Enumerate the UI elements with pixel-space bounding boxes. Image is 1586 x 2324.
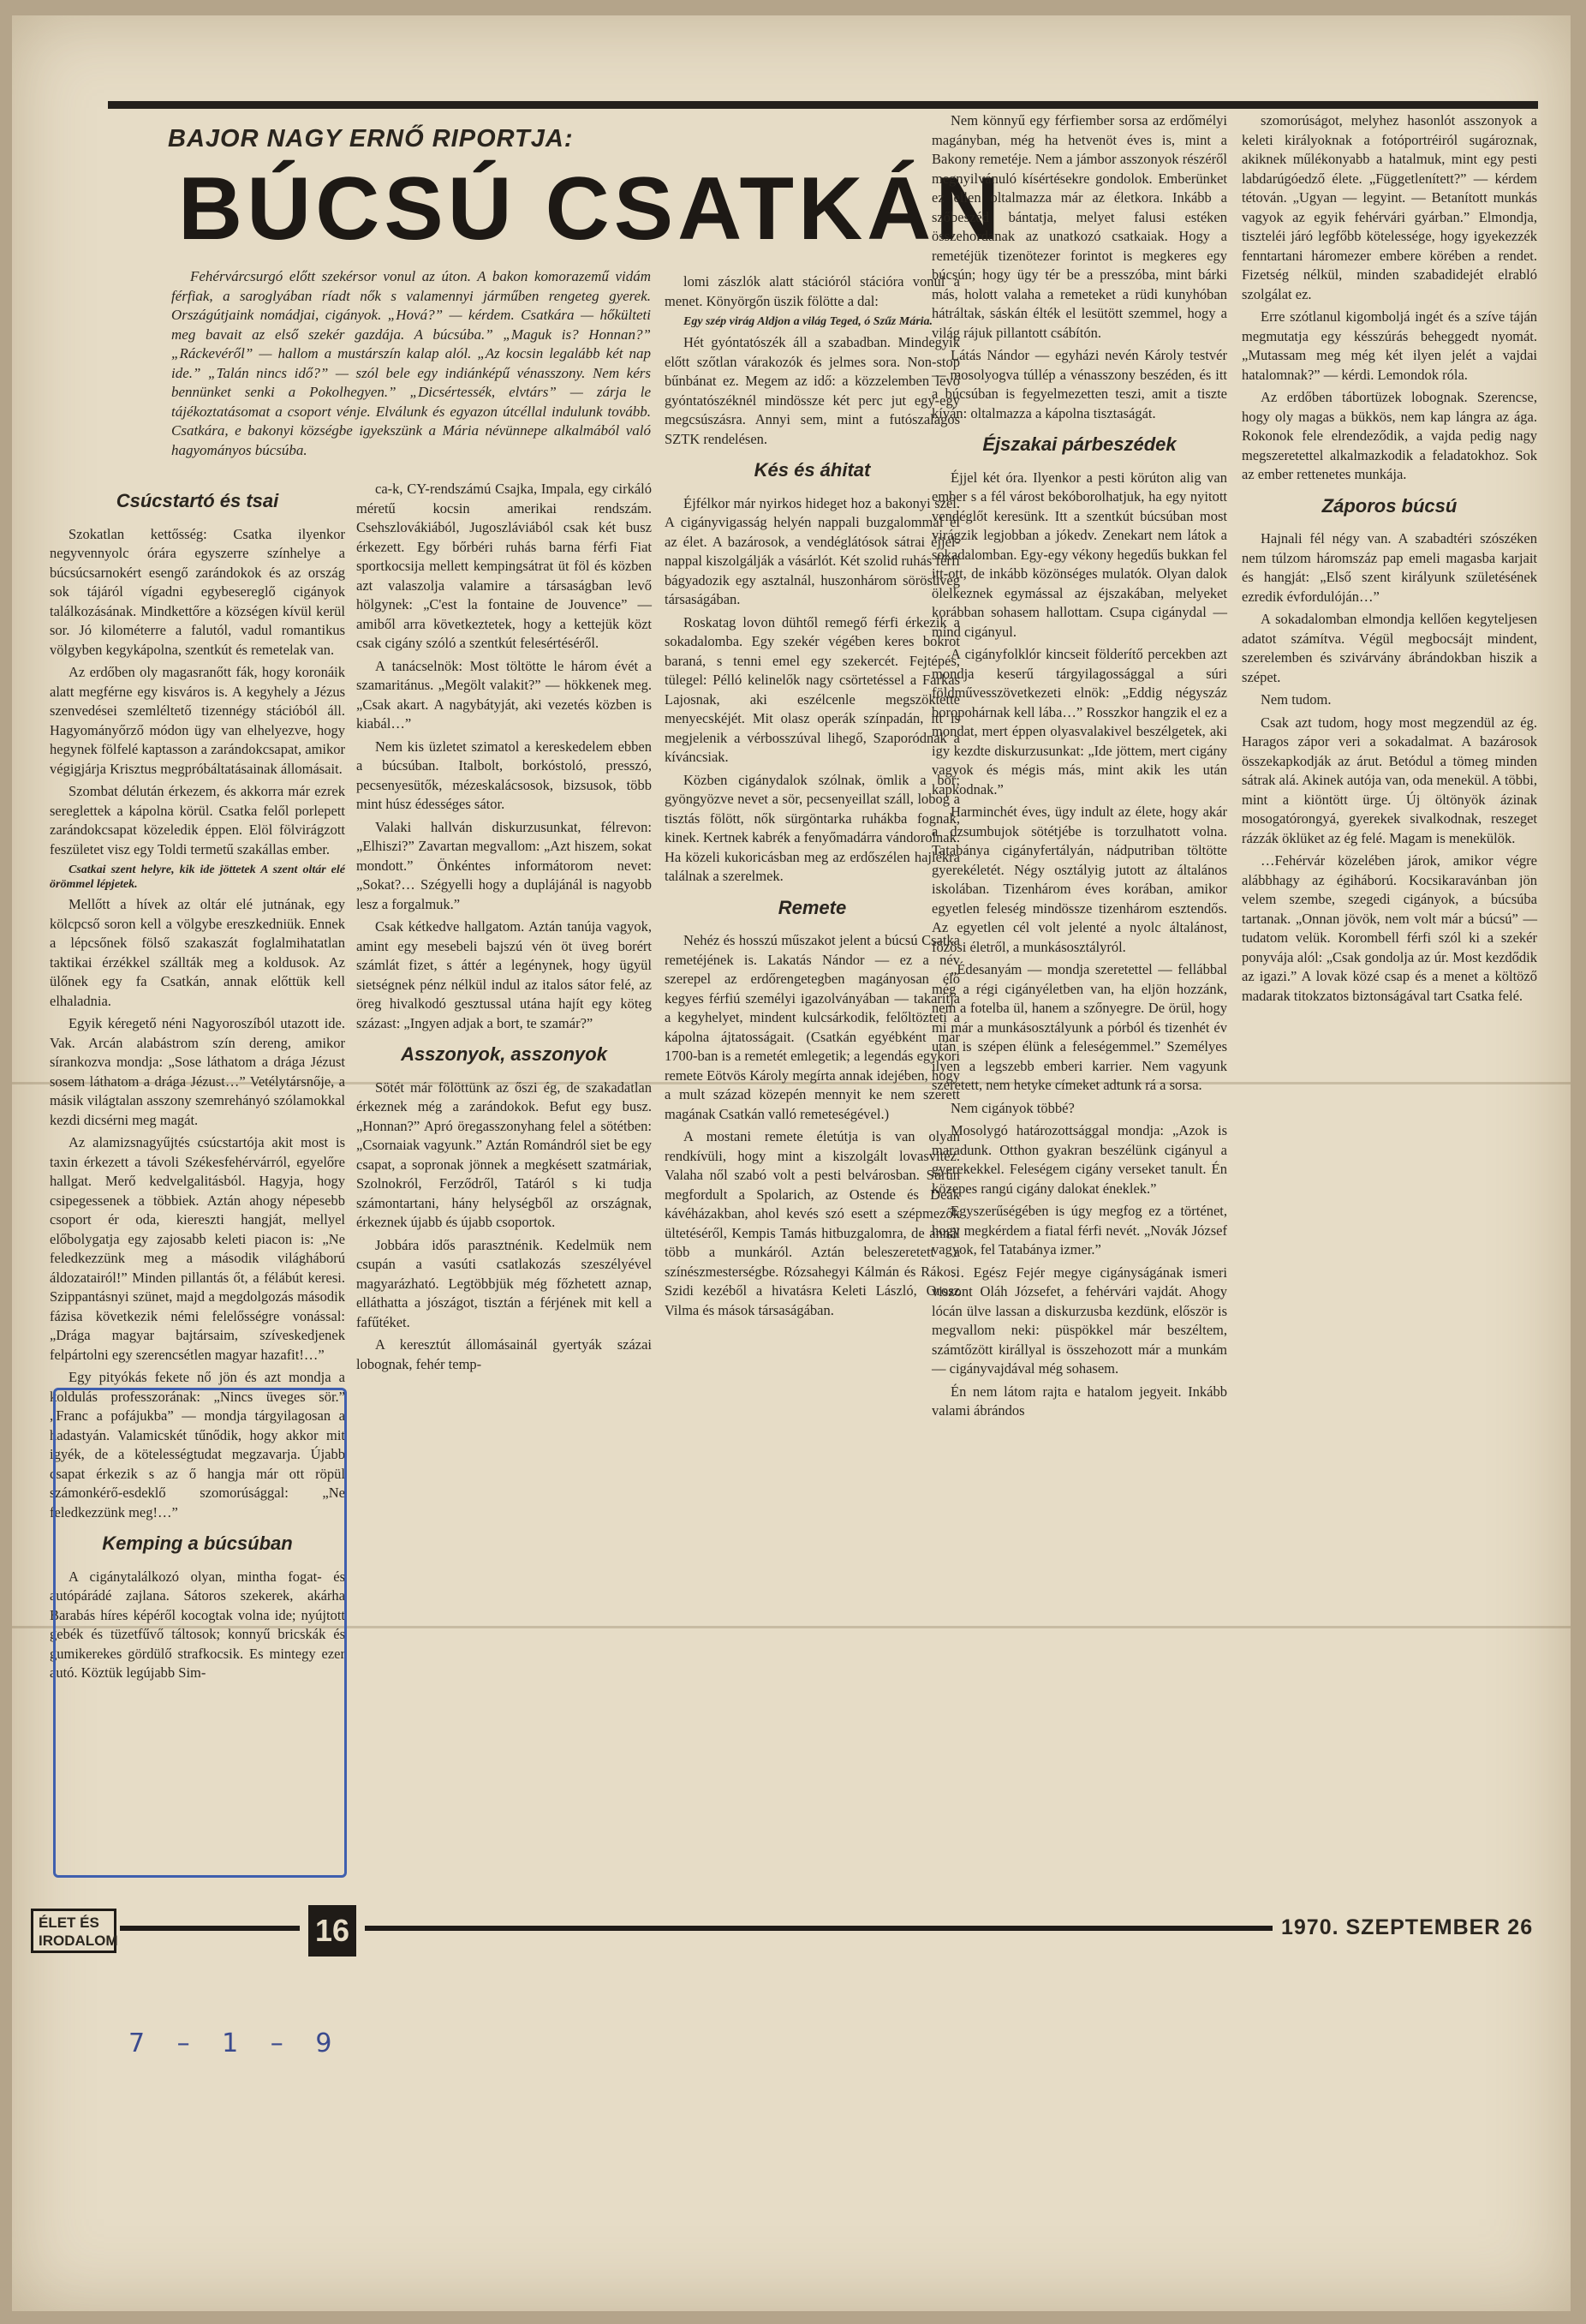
paragraph: Szokatlan kettősség: Csatka ilyenkor negyvennyolc órára egyszerre színhelye a búcsúcsarnokért esengő zarándokok és az ország sok tájáról vígadni egybesereglő cigányok találkozásának. Mindkettőre a községen kívül kerül sor. Jó kilométerre a falutól, vadul romantikus völgyben kegykápolna, szentkút és remetelak van.	[50, 525, 345, 658]
column-4	[932, 111, 1227, 1425]
subheading: Kemping a búcsúban	[102, 1532, 293, 1554]
page-number: 16	[308, 1905, 356, 1957]
paragraph: Nem cigányok többé?	[951, 1099, 1075, 1116]
top-rule	[108, 101, 1538, 109]
paragraph: Hajnali fél négy van. A szabadtéri szószéken nem túlzom háromszáz pap emeli magasba karjait és hangját: „Első szent királyunk születésének ezredik évfordulóján…”	[1242, 530, 1537, 605]
paragraph: Nem tudom.	[1261, 691, 1332, 708]
paragraph: A sokadalomban elmondja kellően kegyteljesen adatot számítva. Végül megbocsájt mindent, szerelemben és szivárvány ábrándokban hiszik a szépet.	[1242, 611, 1537, 685]
paragraph: Mosolygó határozottsággal mondja: „Azok is maradunk. Otthon gyakran beszélünk cigányul a gyerekekkel. Feleségem cigány verseket tanult. Én közepes rangú cigány dalokat éneklek.”	[932, 1122, 1227, 1197]
paragraph: A cigánytalálkozó olyan, mintha fogat- és autópárádé zajlana. Sátoros szekerek, akárha Barabás híres képéről kocogtak volna ide; nyújtott gebék és tüzetfűvő táltosok; konnyű bricskák és gumikerekes gördülő strafkocsik. Es mintegy ezer autó. Köztük legújabb Sim-	[50, 1568, 345, 1681]
paragraph: Csak kétkedve hallgatom. Aztán tanúja vagyok, amint egy mesebeli bajszú vén öt üveg borért számlát fizet, s áttér a legénynek, hogy ügyül sietségnek pénz nélkül indul az italos sátor felé, az öreg hivalkodó gesztussal utána hajít egy köteg százast: „Ingyen adjak a bort, te szamár?”	[356, 918, 652, 1031]
paragraph: Hét gyóntatószék áll a szabadban. Mindegyik előtt szőtlan várakozók és jelmes sora. Non-stop bűnbánat ez. Megem az idő: a közzelemben levő gyóntatószéknél mindössze két perc jut egy-egy megcsúszásra. Annyi sem, mint a futószalagos SZTK rendelésen.	[665, 334, 960, 447]
column-3	[665, 272, 960, 1323]
paragraph: Jobbára idős parasztnénik. Kedelmük nem csupán a vasúti csatlakozás szeszélyével magyarázható. Legtöbbjük még főzhetett aznap, elláthatta a jószágot, tisztán a férjének mit kell a fafűtéket.	[356, 1236, 652, 1330]
column-5	[1242, 111, 1537, 1009]
paragraph: Látás Nándor — egyházi nevén Károly testvér — mosolyogva túllép a vénasszony beszéden, és itt a búcsúban is fegyelmezetten teszi, amit a tiszte kíván: oltalmazza a kápolna tisztaságát.	[932, 347, 1227, 421]
paragraph: Az erdőben tábortüzek lobognak. Szerencse, hogy oly magas a bükkös, nem kap lángra az ága. Rokonok fele elrendeződik, a vajda pedig nagy megszeretettel alkalmazkodik a feladatokhoz. Sok az ember rettenetes munkája.	[1242, 389, 1537, 482]
handwritten-note: 7 – 1 – 9	[128, 2028, 344, 2058]
paragraph: Éjfélkor már nyirkos hideget hoz a bakonyi szél. A cigányvigasság helyén nappali buzgalommal él az élet. A bazárosok, a vendéglátósok sátrai éjjel-nappal kiszolgálják a vásárlót. Két szolid ruhás férfi bágyadozik egy asztalnál, huszonhárom sörösüveg társaságában.	[665, 494, 960, 607]
paragraph: Sötét már fölöttünk az őszi ég, de szakadatlan érkeznek még a zarándokok. Befut egy busz. „Honnan?” Apró öregasszonyhang felel a sötétben: „Csornaiak vagyunk.” Aztán Romándról siet be egy csapat, a sopronak jönnek a megkésett szatmáriak, Szolnokról, Ferződről, Tatáról s ki tudja számontartani, hány helységből az országnak, érkeznek újabb és újabb csoportok.	[356, 1078, 652, 1230]
logo-line: IRODALOM	[39, 1933, 118, 1949]
paragraph: Nem kis üzletet szimatol a kereskedelem ebben a búcsúban. Italbolt, borkóstoló, presszó, pecsenyesütők, mézeskalácsosok, bizsusok, több mint húsz édességes sátor.	[356, 738, 652, 812]
ink-marked-box	[53, 1388, 347, 1878]
paragraph: Valaki hallván diskurzusunkat, félrevon: „Elhiszi?” Zavartan megvallom: „Azt hiszem, sokat mondott.” Önkéntes informátorom nevet: „Sokat?… Szégyelli hogy a duplájánál is nagyobb lesz a forgalmuk.”	[356, 818, 652, 912]
paragraph: Egyik kéregető néni Nagyoroszíból utazott ide. Vak. Arcán alabástrom szín dereng, amikor sírankozva mondja: „Sose láthatom a drága Jézust sosem láthatom a drága Jézust…” Vetélytársnője, a másik világtalan asszony szemrehányó szólamokkal kezdi dicsérni meg magát.	[50, 1015, 345, 1128]
article-kicker: BAJOR NAGY ERNŐ RIPORTJA:	[168, 125, 574, 152]
paragraph: Nem könnyű egy férfiember sorsa az erdőmélyi magányban, még ha hetvenöt éves is, mint a Bakony remetéje. Nem a jámbor asszonyok részéről megnyilvánuló kísértésekre gondolok. Emberünket ez ellen oltalmazza már az életkora. Inkább a szőbeszéd bántatja, melyet falusi estéken összehordanak az unatkozó csatkaiak. Hogy a remetéjük tizenötezer forintot is megkeres egy búcsún; hogy ügy tér be a presszóba, mint bárki más, holott valaha a remeteket a rüdi kunyhóban hátráltak, sáskán élték el lesütött szemmel, hogy a világ rájuk pillantott csábítón.	[932, 112, 1227, 341]
subheading: Záporos búcsú	[1321, 494, 1458, 517]
subheading: Csúcstartó és tsai	[116, 490, 279, 511]
paragraph: A tanácselnök: Most töltötte le három évét a szamaritánus. „Megölt valakit?” — hökkenek meg. „Csak akart. A nagybátyját, aki vezetés közben is kiabál…”	[356, 657, 652, 732]
paragraph: ca-k, CY-rendszámú Csajka, Impala, egy cirkáló méretű kocsin amerikai rendszám. Csehszlovákiából, Jugoszláviából csak két busz érkezett. Egy bőrbéri ruhás barna férfi Fiat sportkocsija mellett kempingsátrat üt föl és közben azt valaszolja valamire a társaságban levő hölgynek: „C'est la fontaine de Jouvence” — amiből arra következtetek, hogy a kettejük közt csak cigány szóló a szentkút felesértéséről.	[356, 481, 652, 651]
paragraph: Mellőtt a hívek az oltár elé jutnának, egy kölcpcső soron kell a völgybe ereszkedniük. Ennek a lépcsőnek fölső szakaszát foglalmihatatlan taktikai érzékkel szállták meg a koldusok. Az ülőnek egy fa Csatkán, annak előttük kell elhaladnia.	[50, 896, 345, 1009]
paragraph: Csak azt tudom, hogy most megzendül az ég. Haragos zápor veri a sokadalmat. A bazárosok összekapkodják az árut. Betódul a tömeg minden sátrak alá. Akinek autója van, oda menekül. A többi, mint a kiöntött ürge. Új öltönyök ázinak mosogatórongyá, gyerekek sivalkodnak, reszeget rázzák öklüket az ég felé. Magam is menekülök.	[1242, 714, 1537, 846]
subheading: Kés és áhitat	[754, 459, 871, 481]
paragraph: lomi zászlók alatt stációról stációra vonul a menet. Könyörgőn üszik fölötte a dal:	[665, 273, 960, 309]
paragraph: „Édesanyám — mondja szeretettel — fellábbal még a régi cigányéletben van, ha eljön hozzánk, nem a fotelba ül, hanem a szőnyegre. De örül, hogy mi már a munkásosztályunk a pórból és tizenhét év után is szépen élünk a feleségemmel.” Személyes ilyen a legszebb emberi karrier. Nem vagyunk szeretett, nem hetyke címeket adtunk rá a sorsa.	[932, 961, 1227, 1093]
footer-rule-left	[120, 1926, 300, 1931]
paragraph: Én nem látom rajta e hatalom jegyeit. Inkább valami ábrándos	[932, 1383, 1227, 1419]
poem-excerpt: Egy szép virág Aldjon a világ Teged, ó Szűz Mária.	[683, 315, 933, 328]
paragraph: Közben cigánydalok szólnak, ömlik a bor; gyöngyözve nevet a sör, pecsenyeillat száll, lobog a tisztás fölött, nők sürgöntarka ruhákba fognak, kinek. Kertnek kabrék a fenyőmadárra vándorolnak. Ha közeli kukoricásban meg az erdőszélen hajlékra találnak a szerelmek.	[665, 771, 960, 884]
paragraph: Erre szótlanul kigomboljá ingét és a szíve táján megmutatja egy késszúrás beheggedt nyomát. „Mutassam meg még két ilyen jelét a vajdai hatalomnak?” — kérdi. Lemondok róla.	[1242, 308, 1537, 383]
subheading: Remete	[778, 896, 847, 918]
paragraph: A cigányfolklór kincseit földerítő percekben azt mondja keserű tárgyilagossággal a súri földművesszövetkezeti elnök: „Eddig négyszáz boropohárnak kell lába…” Rosszkor hangzik el ez a mondat, mert éppen olyasvalakivel beszélgetek, aki igy kezdte diskurzusunkat: „Ide jöttem, mert cigány vagyok és mégis más, mint akik les után kapkodnak.”	[932, 646, 1227, 798]
footer-rule-right	[365, 1926, 1273, 1931]
boxed-paragraph: Az alamizsnagyűjtés csúcstartója akit most is taxin érkezett a távoli Székesfehérvárról, egyelőre hallgat. Merő kedvelgalitásból. Hagyja, hogy csipegessenek a többiek. Aztán ahogy népesebb csoport ér oda, kiereszti hangját, mellyel előbolygatja egy zajosabb keleti piacon is: „Ne feledkezzünk meg a második világháború áldozatairól!” Minden pillantás őt, a félábút keresi. Szippantásnyi szünet, majd a megdolgozás második fázisa következik némi felelősségre vonással: „Drága magyar bajtársaim, szíveskedjenek felpártolni egy szerencsétlen magyar hazafit!…”	[50, 1134, 345, 1363]
paragraph: Egy pityókás fekete nő jön és azt mondja a koldulás professzorának: „Nincs üveges sör.” „Franc a pofájukba” — mondja tárgyilagosan a hadastyán. Valamicskét tűnődik, hogy akkor mit igyék, de a kötelességtudat megzavarja. Újabb csapat érkezik s az ő hangja már ott röpül számonkérő-esdeklő szomorúsággal: „Ne feledkezzünk meg!…”	[50, 1369, 345, 1520]
article-headline: BÚCSÚ CSATKÁN	[178, 159, 1005, 259]
paragraph: Harminchét éves, ügy indult az élete, hogy akár a dzsumbujok sötétjébe is torzulhatott volna. Tatabánya cigányfertályán, nádputriban töltötte gyerekéletét. Négy osztályig jutott az általános iskolában. Tizenhárom éves korában, amikor egyetlen feleség mindössze tizenhárom esztendős. Az egyetlen cél volt jelenté a nyolc általánost, főzősi életről, a munkásosztályról.	[932, 804, 1227, 955]
logo-line: ÉLET ÉS	[39, 1915, 99, 1931]
subheading: Éjszakai párbeszédek	[982, 433, 1177, 455]
paragraph: Szombat délután érkezem, és akkorra már ezrek sereglettek a kápolna körül. Csatka felől porlepett zarándokcsapat közeledik éppen. Elöl fölvirágzott feszületet visz egy Toldi termetű szakállas ember.	[50, 783, 345, 857]
issue-date: 1970. SZEPTEMBER 26	[1281, 1915, 1534, 1939]
paragraph: Az erdőben oly magasranőtt fák, hogy koronáik alatt megférne egy kisváros is. A kegyhely a Jézus szenvedései szemléltető tizennégy stációból áll. Hagyományőrző módon ügy van elhelyezve, hogy hegynek fölfelé kaptasson a zarándokcsapat, amikor végigjárja Krisztus megpróbáltatásainak állomásait.	[50, 664, 345, 777]
publication-logo	[31, 1909, 116, 1953]
paragraph: A mostani remete életútja is van olyan rendkívüli, hogy mint a kiszolgált lovasvitéz. Valaha nől szabó volt a pesti belvárosban. Sűrűn megfordult a Spolarich, az Ostende és Deák kávéházakban, ahol kevés szó esett a szépmezők ültetéséről, Kempis Tamás hitbuzgalomra, de annál több a munkáról. Aztán beleszeretett a színészmesterségbe. Rózsahegyi Kálmán és Rákosi Szidi kezéből a hivatásra Keleti László, Orosz Vilma és mások társaságában.	[665, 1128, 960, 1318]
article-lead	[171, 267, 651, 460]
paragraph: Egyszerűségében is úgy megfog ez a történet, hogy megkérdem a fiatal férfi nevét. „Novák József vagyok, fel Tatabánya izmer.”	[932, 1203, 1227, 1258]
paragraph: Roskatag lovon dühtől remegő férfi érkezik a sokadalomba. Egy szekér végében keres bokrot baraná, s tenni emel egy szekercét. Fejtépés, tülegel: Pélló kelinelők nagy csörtetéssel a Farkas Lajosnak, aki eszélcenle megszöktette menyecskéjét. Mit olasz operák színpadán, itt is megjelenik a vérbosszúval lihegő, Szaporódnak a kíváncsiak.	[665, 613, 960, 765]
paragraph: A keresztút állomásainál gyertyák százai lobognak, fehér temp-	[356, 1336, 652, 1372]
paragraph: Éjjel két óra. Ilyenkor a pesti körúton alig van ember s a fél várost bekóborolhatjuk, ha egy nyitott vendéglőt keresünk. Itt a szentkút búcsúban most virágzik legjobban a jókedv. Zenekart nem látok a sokadalomban. Egy-egy vékony hegedűs bukkan fel itt-ott, de inkább közönséges mulatók. Olyan dalok ölelkeznek egymással az éjszakában, melyeket korábban sohasem hallottam. Csupa cigánydal — mind cigányul.	[932, 469, 1227, 640]
paragraph: … Egész Fejér megye cigányságának ismeri viszont Oláh Józsefet, a fehérvári vajdát. Ahogy lócán ülve lassan a diskurzusba kezdünk, először is megvallom neki: püspökkel már beszéltem, számtőzött királlyal is összehozott már a munkám — cigányvajdával még sohasem.	[932, 1264, 1227, 1377]
photo-caption: Csatkai szent helyre, kik ide jöttetek A szent oltár elé örömmel lépjetek.	[50, 863, 345, 891]
lead-paragraph: Fehérvárcsurgó előtt szekérsor vonul az úton. A bakon komorazemű vidám férfiak, a saroglyában ríadt nők s valamennyi járműben rengeteg gyerek. Országútjaink nomádjai, cigányok. „Hová?” — kérdem. Csatkára — hőkülteti meg bavait az első szekér gazdája. A búcsúba.” „Maguk is? Honnan?” „Ráckevéről” — hallom a mustárszín kalap alól. „Az kocsin legalább két nap ide.” „Talán nincs idő?” — szól bele egy indiánképű vénasszony. Nem kérs bennünket senki a Pokolhegyen.” „Dicsértessék, elvtárs” — zárja le tájékoztatásomat a csoport vénje. Elválunk és egyazon útcéllal indulunk tovább. Csatkára, e bakonyi községbe igyekszünk a Mária névünnepe alkalmából való hagyományos búcsúba.	[171, 268, 651, 458]
subheading: Asszonyok, asszonyok	[401, 1043, 607, 1065]
paragraph: Nehéz és hosszú műszakot jelent a búcsú Csatka remetéjének is. Lakatás Nándor — ez a név szerepel az erdőrengetegben magányosan élő kegyes férfiú személyi igazolványában — takarítja a kegyhelyet, mindent kulcsárkodik, felőltözteti a kápolna ájtatosságait. (Csatkán egyébként már 1700-ban is a remetét emlegetik; a legendás egykori remete Eötvös Károly megírta annak idejében, hogy a mult század közepén mennyit ke nem szerett magának Csatkán valló remeteségével.)	[665, 932, 960, 1122]
paragraph: szomorúságot, melyhez hasonlót asszonyok a keleti királyoknak a fotóportréiról sugároznak, akiknek műlékonyabb a hatalmuk, mint egy pesti labdarúgóedző élete. „Függetlenített?” — kérdem tétován. „Ugyan — legyint. — Betanított munkás vagyok az egyik fehérvári gyárban.” Elmondja, tiszteléi járó legfőbb kötelessége, hogy igyekezzék fenntartani háromezer embere körében a rendet. Fizetség nélkül, minden szabadidejét elrabló szolgálat ez.	[1242, 112, 1537, 302]
paragraph: …Fehérvár közelében járok, amikor végre alábbhagy az égiháború. Kocsikaravánban jön velem szembe, szegedi cigányok, a búcsúba tartanak. „Onnan jövök, nem volt már a búcsú” — tudatom velük. Korombell férfi szól ki a szekér ponyvája alól: „Csak gondolja az úr. Most kezdődik az igazi.” A lovak közé csap és a menet a költöző madarak titokzatos biztonságával tart Csatka felé.	[1242, 852, 1537, 1004]
column-2	[356, 480, 652, 1377]
